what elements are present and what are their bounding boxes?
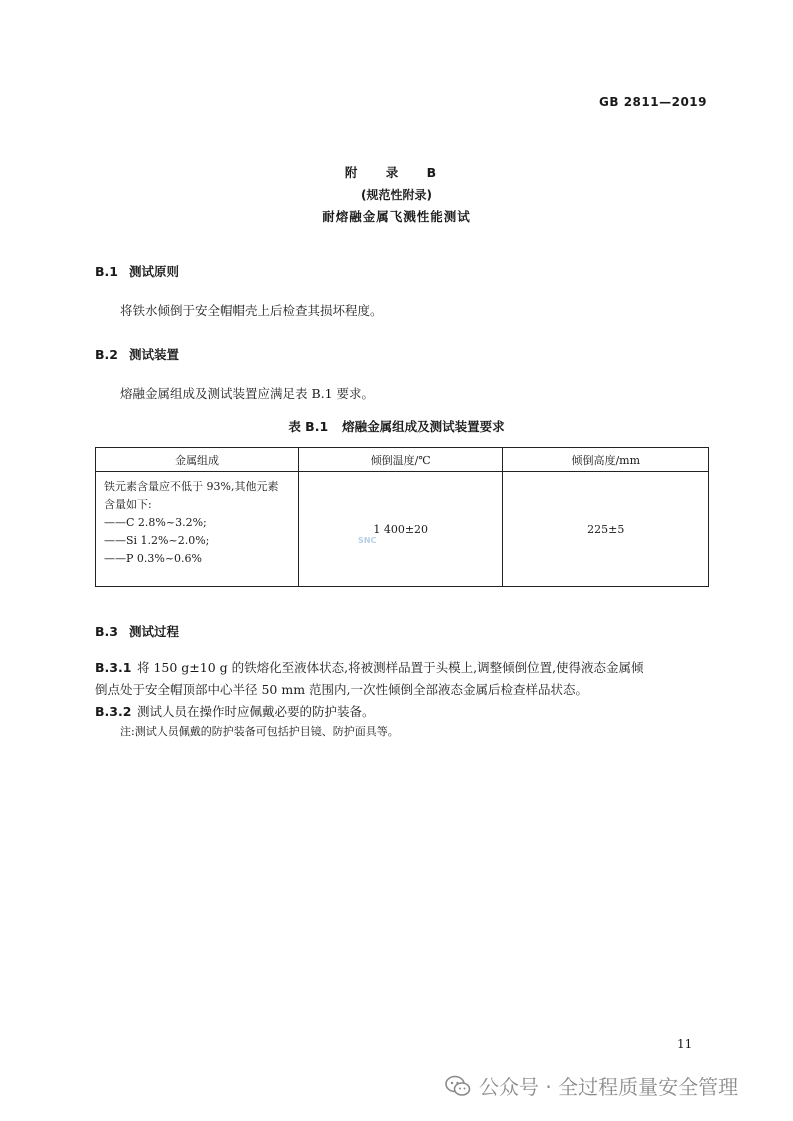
- appendix-subtitle: (规范性附录): [361, 188, 432, 202]
- cell-temperature: 1 400±20: [298, 472, 503, 587]
- header-composition: 金属组成: [96, 448, 299, 472]
- section-number: B.2: [95, 347, 118, 362]
- subsection-b31-line1: [95, 657, 715, 679]
- section-title: 测试原则: [129, 264, 180, 279]
- table-row: [96, 472, 709, 587]
- section-number: B.3: [95, 624, 118, 639]
- subsection-b31: [95, 657, 715, 701]
- subsection-text: 测试人员在操作时应佩戴必要的防护装备。: [137, 704, 375, 719]
- composition-line: 铁元素含量应不低于 93%,其他元素: [104, 480, 279, 493]
- page-number: 11: [677, 1037, 693, 1051]
- standard-code: GB 2811—2019: [599, 95, 707, 109]
- table-caption-number: 表 B.1: [288, 419, 329, 434]
- subsection-b31-line2: 倒点处于安全帽顶部中心半径 50 mm 范围内,一次性倾倒全部液态金属后检查样品状态。: [95, 682, 589, 697]
- section-heading-b1: [95, 262, 179, 280]
- composition-line: ——P 0.3%~0.6%: [104, 552, 203, 565]
- section-heading-b3: [95, 622, 179, 640]
- subsection-b32: [95, 701, 375, 723]
- header-height: 倾倒高度/mm: [503, 448, 709, 472]
- section-number: B.1: [95, 264, 118, 279]
- cell-height: 225±5: [503, 472, 709, 587]
- header-temperature: 倾倒温度/℃: [298, 448, 503, 472]
- table-caption-title: 熔融金属组成及测试装置要求: [342, 419, 505, 434]
- subsection-text: 将 150 g±10 g 的铁熔化至液体状态,将被测样品置于头模上,调整倾倒位置,使得液态金属倾: [137, 660, 644, 675]
- composition-line: ——C 2.8%~3.2%;: [104, 516, 207, 529]
- watermark-mark: SNC: [358, 536, 377, 545]
- note: 注:测试人员佩戴的防护装备可包括护目镜、防护面具等。: [120, 725, 399, 738]
- section-title: 测试装置: [129, 347, 180, 362]
- wechat-icon: [445, 1075, 471, 1097]
- table-header-row: [96, 448, 709, 472]
- composition-line: ——Si 1.2%~2.0%;: [104, 534, 210, 547]
- section-text-b1: 将铁水倾倒于安全帽帽壳上后检查其损坏程度。: [120, 303, 383, 318]
- composition-line: 含量如下:: [104, 498, 152, 511]
- section-heading-b2: [95, 345, 179, 363]
- section-text-b2: 熔融金属组成及测试装置应满足表 B.1 要求。: [120, 386, 375, 401]
- appendix-name: 耐熔融金属飞溅性能测试: [322, 209, 471, 224]
- requirements-table: [95, 447, 709, 587]
- appendix-title: 附 录 B: [344, 165, 449, 180]
- watermark-source: 公众号 · 全过程质量安全管理: [479, 1075, 739, 1099]
- watermark-footer: [445, 1071, 738, 1100]
- subsection-number: B.3.2: [95, 704, 132, 719]
- subsection-number: B.3.1: [95, 660, 132, 675]
- cell-composition: [96, 472, 299, 587]
- table-caption: [0, 417, 793, 435]
- section-title: 测试过程: [129, 624, 180, 639]
